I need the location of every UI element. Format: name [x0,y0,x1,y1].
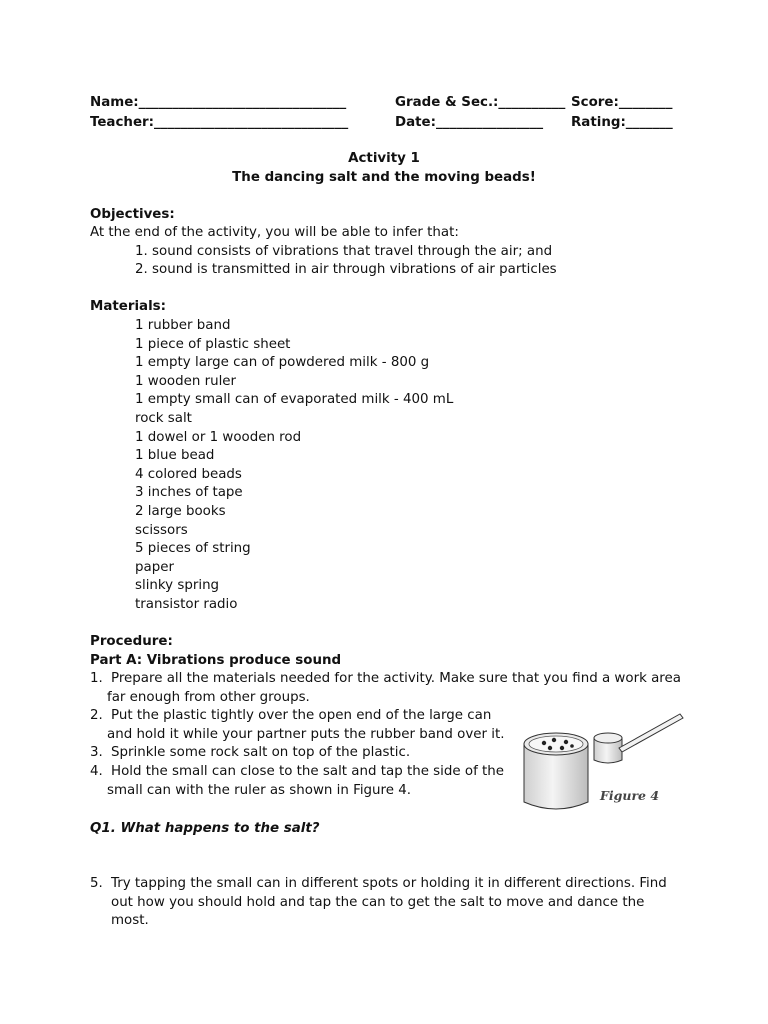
objectives-heading: Objectives: [90,207,175,222]
material-item: 1 rubber band [135,318,231,333]
rating-field-label: Rating:_______ [571,115,673,130]
step-line: and hold it while your partner puts the rubber band over it. [107,727,505,742]
grade-field-label: Grade & Sec.:__________ [395,95,566,110]
objective-item: 1. sound consists of vibrations that travel through the air; and [135,244,553,259]
activity-title: The dancing salt and the moving beads! [232,170,536,185]
question-1: Q1. What happens to the salt? [90,821,320,836]
material-item: 4 colored beads [135,466,242,482]
procedure-heading: Procedure: [90,634,173,649]
objective-item: 2. sound is transmitted in air through vibrations of air particles [135,262,557,277]
date-field-label: Date:________________ [395,115,544,130]
step-line: far enough from other groups. [107,690,310,705]
material-item: 1 dowel or 1 wooden rod [135,429,302,445]
step-number: 4. [90,764,103,779]
material-item: 1 piece of plastic sheet [135,336,291,352]
material-item: 1 wooden ruler [135,373,237,389]
material-item: rock salt [135,410,192,426]
step-line: out how you should hold and tap the can to get the salt to move and dance the [111,895,645,910]
material-item: scissors [135,522,188,538]
step-line: most. [111,913,149,928]
material-item: 1 empty small can of evaporated milk - 400 mL [135,392,454,408]
material-item: 3 inches of tape [135,485,243,501]
figure-4-illustration [520,710,690,816]
material-item: 2 large books [135,503,226,519]
step-line: Try tapping the small can in different spots or holding it in different directions. Find [111,876,667,891]
activity-number: Activity 1 [348,151,420,166]
objectives-intro: At the end of the activity, you will be able to infer that: [90,225,459,240]
material-item: 1 blue bead [135,448,215,464]
part-a-heading: Part A: Vibrations produce sound [90,653,342,668]
step-line: Prepare all the materials needed for the activity. Make sure that you find a work area [111,671,681,686]
step-number: 2. [90,708,103,723]
step-number: 5. [90,876,103,891]
material-item: 1 empty large can of powdered milk - 800 g [135,355,430,371]
step-number: 1. [90,671,103,686]
teacher-field-label: Teacher:_____________________________ [90,115,349,130]
name-field-label: Name:_______________________________ [90,95,347,110]
step-line: small can with the ruler as shown in Figure 4. [107,783,412,798]
material-item: paper [135,559,174,575]
step-line: Sprinkle some rock salt on top of the plastic. [111,745,411,760]
material-item: slinky spring [135,578,220,594]
step-number: 3. [90,745,103,760]
step-line: Hold the small can close to the salt and tap the side of the [111,764,505,779]
material-item: 5 pieces of string [135,541,251,557]
material-item: transistor radio [135,596,238,612]
materials-heading: Materials: [90,299,166,314]
step-line: Put the plastic tightly over the open end of the large can [111,708,492,723]
score-field-label: Score:________ [571,95,673,110]
materials-list [135,317,453,615]
figure-caption: Figure 4 [600,788,660,803]
